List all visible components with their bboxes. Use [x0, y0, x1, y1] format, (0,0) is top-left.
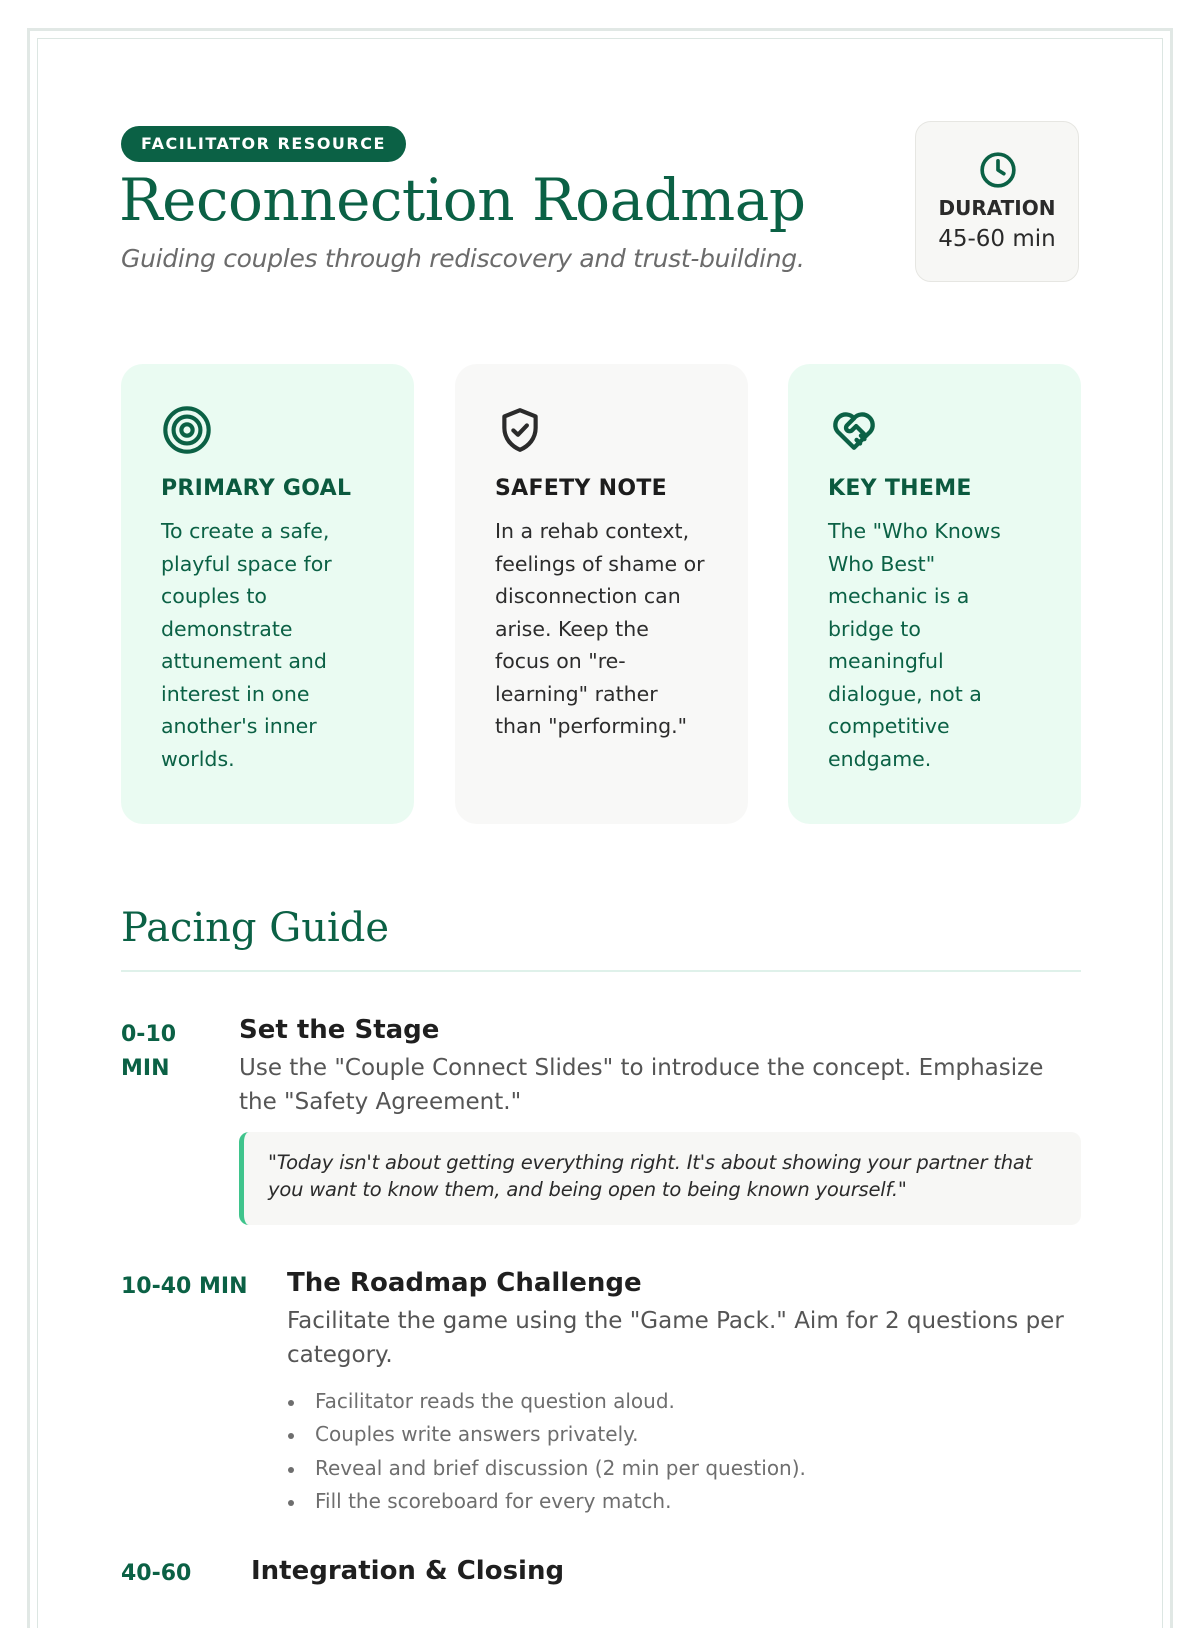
step-title: Set the Stage: [239, 1015, 440, 1045]
duration-value: 45-60 min: [938, 226, 1056, 252]
list-item: Fill the scoreboard for every match.: [287, 1485, 806, 1518]
primary-goal-card: [121, 364, 414, 824]
card-title: PRIMARY GOAL: [161, 476, 352, 501]
page-title: Reconnection Roadmap: [119, 166, 806, 234]
list-item: Facilitator reads the question aloud.: [287, 1385, 806, 1418]
target-icon: [161, 404, 213, 456]
clock-icon: [978, 150, 1018, 190]
facilitator-quote: "Today isn't about getting everything right. It's about showing your partner that you want to know them, and being open to being known yourself.": [239, 1132, 1081, 1225]
heart-handshake-icon: [828, 404, 880, 456]
key-theme-card: [788, 364, 1081, 824]
card-title: SAFETY NOTE: [495, 476, 667, 501]
list-item: Reveal and brief discussion (2 min per question).: [287, 1452, 806, 1485]
step-description: Facilitate the game using the "Game Pack." Aim for 2 questions per category.: [287, 1308, 1064, 1368]
card-text: In a rehab context, feelings of shame or disconnection can arise. Keep the focus on "re-learning" rather than "performing.": [495, 519, 705, 738]
card-text: To create a safe, playful space for couples to demonstrate attunement and interest in one another's inner worlds.: [161, 519, 332, 771]
duration-card: [915, 121, 1079, 282]
section-divider: [121, 970, 1081, 972]
document-page: [121, 0, 1081, 1600]
safety-note-card: [455, 364, 748, 824]
card-title: KEY THEME: [828, 476, 972, 501]
pacing-guide-title: Pacing Guide: [121, 905, 390, 951]
step-checklist: [287, 1385, 806, 1518]
step-time: 10-40 MIN: [121, 1274, 248, 1299]
step-description: Use the "Couple Connect Slides" to introduce the concept. Emphasize the "Safety Agreement.": [239, 1055, 1044, 1115]
duration-label: DURATION: [938, 196, 1056, 220]
card-text: The "Who Knows Who Best" mechanic is a bridge to meaningful dialogue, not a competitive endgame.: [828, 519, 1001, 771]
step-time: 0-10 MIN: [121, 1022, 177, 1081]
step-time: 40-60: [121, 1561, 192, 1586]
step-title: Integration & Closing: [251, 1556, 565, 1586]
list-item: Couples write answers privately.: [287, 1418, 806, 1451]
page-subtitle: Guiding couples through rediscovery and trust-building.: [121, 244, 805, 273]
facilitator-badge: FACILITATOR RESOURCE: [121, 126, 406, 162]
step-title: The Roadmap Challenge: [287, 1268, 642, 1298]
shield-check-icon: [495, 404, 545, 456]
